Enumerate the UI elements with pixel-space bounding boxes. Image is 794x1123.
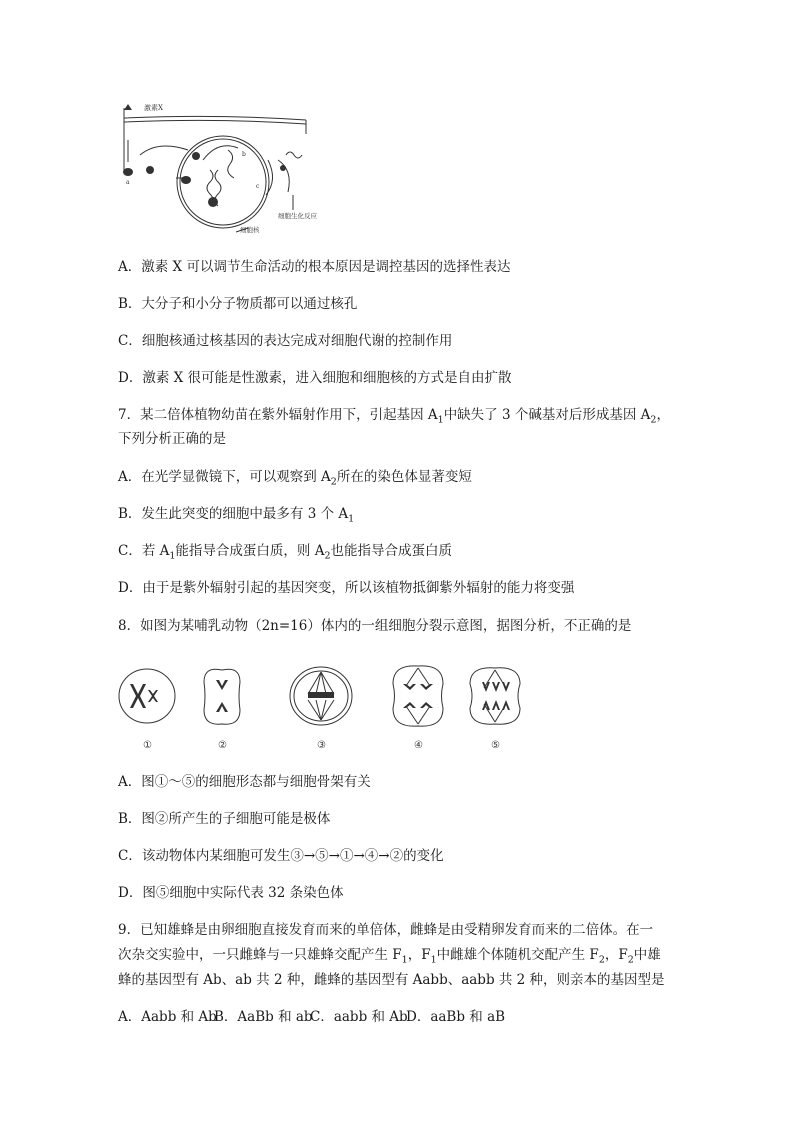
q6-option-a: A．激素 X 可以调节生命活动的根本原因是调控基因的选择性表达: [118, 259, 511, 275]
q6-option-b: B．大分子和小分子物质都可以通过核孔: [118, 296, 358, 312]
q8-option-c: C．该动物体内某细胞可发生③→⑤→①→④→②的变化: [118, 848, 444, 864]
cell-label-4: ④: [414, 740, 423, 751]
q8-option-a: A．图①～⑤的细胞形态都与细胞骨架有关: [118, 774, 371, 790]
q9-options: [118, 1008, 505, 1026]
q7-option-c: C．若 $A_1$能指导合成蛋白质，则 $A_2$也能指导合成蛋白质: [118, 543, 453, 562]
q7-option-b: B．发生此突变的细胞中最多有 3 个 $A_1$: [118, 506, 355, 525]
cell-division-diagram: [118, 660, 528, 752]
q9-option-b: B．AaBb 和 ab: [214, 1009, 313, 1025]
q9-option-c: C．aabb 和 Ab: [310, 1009, 408, 1025]
cell-label-2: ②: [218, 740, 227, 751]
q6-option-d: D．激素 X 很可能是性激素，进入细胞和细胞核的方式是自由扩散: [118, 370, 512, 386]
cell-label-3: ③: [317, 740, 326, 751]
q8-option-b: B．图②所产生的子细胞可能是极体: [118, 811, 331, 827]
q9-stem-line2: 次杂交实验中，一只雌蜂与一只雄蜂交配产生 $F_1$，$F_1$中雌雄个体随机交配产生 $F_2$，$F_2$中雄: [118, 947, 661, 966]
q7-option-a: A．在光学显微镜下，可以观察到 $A_2$所在的染色体显著变短: [118, 469, 472, 488]
label-c: c: [256, 183, 260, 190]
q7-stem-line1: 7．某二倍体植物幼苗在紫外辐射作用下，引起基因 $A_1$中缺失了 3 个碱基对后形成基因 $A_2$，: [118, 407, 670, 426]
hormone-label: 激素X: [144, 104, 163, 112]
q8-stem: 8．如图为某哺乳动物（2n=16）体内的一组细胞分裂示意图，据图分析，不正确的是: [118, 618, 632, 634]
q9-option-d: D．aaBb 和 aB: [406, 1009, 506, 1025]
hormone-signaling-diagram: [118, 100, 318, 235]
q9-stem-line3: 蜂的基因型有 Ab、ab 共 2 种，雌蜂的基因型有 Aabb、aabb 共 2 种，则亲本的基因型是: [118, 972, 665, 988]
nucleus-label: 细胞核: [240, 226, 260, 234]
label-b: b: [242, 151, 246, 158]
reaction-label: 细胞生化反应: [278, 212, 317, 220]
cell-label-5: ⑤: [491, 740, 500, 751]
q8-option-d: D．图⑤细胞中实际代表 32 条染色体: [118, 885, 344, 901]
q6-option-c: C．细胞核通过核基因的表达完成对细胞代谢的控制作用: [118, 333, 453, 349]
cell-label-1: ①: [143, 740, 152, 751]
q9-stem-line1: 9．已知雄蜂是由卵细胞直接发育而来的单倍体，雌蜂是由受精卵发育而来的二倍体。在一: [118, 922, 654, 938]
q7-stem-line2: 下列分析正确的是: [118, 431, 226, 447]
q9-option-a: A．Aabb 和 Ab: [118, 1009, 217, 1025]
q7-option-d: D．由于是紫外辐射引起的基因突变，所以该植物抵御紫外辐射的能力将变强: [118, 580, 575, 596]
label-a: a: [126, 179, 130, 186]
